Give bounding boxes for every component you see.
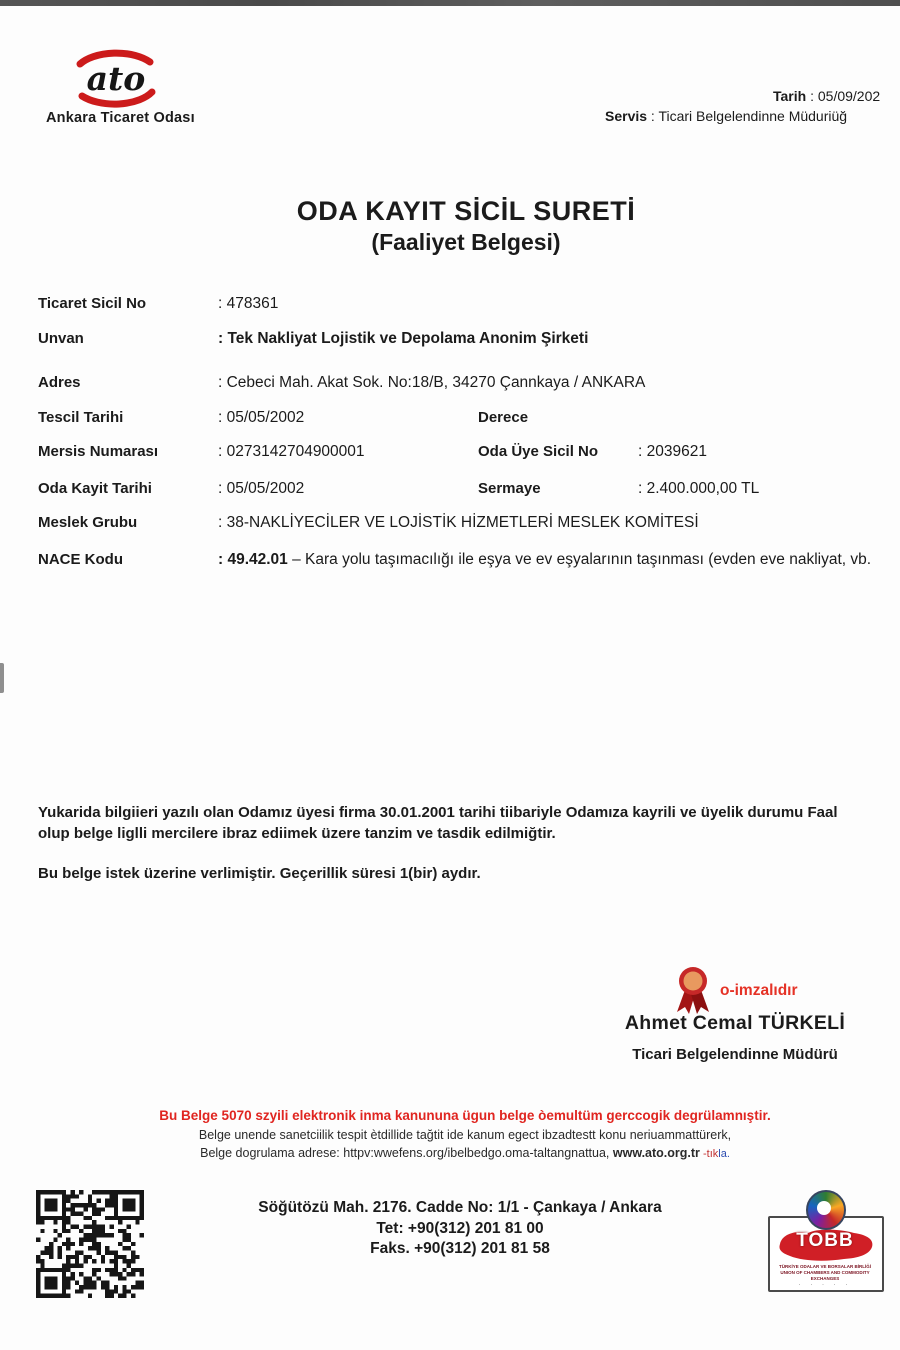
field-row-nace-kodu (0, 551, 900, 575)
signatory-name: Ahmet Cemal TÜRKELİ (624, 1012, 846, 1034)
statement-line-2: olup belge liglli mercilere ibraz ediimek üzere tanzim ve tasdik edilmiğtir. (38, 825, 556, 842)
field-value: : 05/05/2002 (218, 480, 305, 497)
org-name: Ankara Ticaret Odası (46, 110, 195, 126)
service-label: Servis (605, 108, 648, 124)
legal-notice-line3 (90, 1146, 840, 1160)
field-label: Meslek Grubu (38, 514, 138, 531)
tobb-emblem-icon (806, 1190, 846, 1230)
tobb-wordmark: TOBB (796, 1230, 854, 1251)
field-label-derece: Derece (478, 409, 529, 426)
svg-text:ato: ato (86, 59, 146, 98)
document-title: ODA KAYIT SİCİL SURETİ (296, 196, 636, 226)
field-label: Unvan (38, 330, 84, 347)
ato-logo (66, 48, 166, 115)
field-value: : 05/05/2002 (218, 409, 305, 426)
field-label: Mersis Numarası (38, 443, 159, 460)
field-row-meslek-grubu (0, 514, 900, 538)
legal-tail-blue: la. (718, 1148, 730, 1160)
field-label: Tescil Tarihi (38, 409, 124, 426)
field-value: : Tek Nakliyat Lojistik ve Depolama Anonim Şirketi (218, 330, 589, 347)
field-label: NACE Kodu (38, 551, 123, 568)
statement-line-1: Yukarida bilgiieri yazılı olan Odamız üyesi firma 30.01.2001 tarihi tiibariyle Odamıza kayrili ve üyelik durumu Faal (38, 804, 838, 821)
footer-tel: Tet: +90(312) 201 81 00 (376, 1220, 544, 1237)
field-value (218, 551, 871, 569)
legal-tail-red: -tık (699, 1148, 719, 1160)
service-value: : Ticari Belgelendinne Müduriüğ (647, 108, 848, 124)
field-value: : 0273142704900001 (218, 443, 365, 460)
scan-edge-top (0, 0, 900, 6)
field-value-sermaye: : 2.400.000,00 TL (638, 480, 760, 497)
field-value: : Cebeci Mah. Akat Sok. No:18/B, 34270 Çannkaya / ANKARA (218, 374, 646, 391)
document-subtitle: (Faaliyet Belgesi) (371, 229, 561, 255)
ato-logo-icon (66, 48, 166, 110)
date-line (773, 88, 880, 104)
date-label: Tarih (773, 88, 807, 104)
footer-fax: Faks. +90(312) 201 81 58 (370, 1240, 550, 1257)
field-label-oda-uye-sicil-no: Oda Üye Sicil No (478, 443, 599, 460)
field-row-unvan (0, 330, 900, 354)
validity-statement: Bu belge istek üzerine verlimiştir. Geçerillik süresi 1(bir) aydır. (38, 865, 481, 882)
date-value: : 05/09/202 (806, 88, 881, 104)
service-line (605, 108, 847, 124)
field-label-sermaye: Sermaye (478, 480, 541, 497)
field-value: : 478361 (218, 295, 279, 312)
tobb-subtitle-1: TÜRKİYE ODALAR VE BORSALAR BİRLİĞİ (778, 1264, 871, 1269)
e-signature-label: o-imzalıdır (720, 982, 798, 999)
tobb-glyph-row: · · · · · (798, 1282, 852, 1288)
field-label: Ticaret Sicil No (38, 295, 147, 312)
legal-notice-red: Bu Belge 5070 szyili elektronik inma kanununa ügun belge òemultüm gerccogik degrülamnıştir. (159, 1108, 771, 1123)
field-row-mersis (0, 443, 900, 467)
nace-code: : 49.42.01 (218, 551, 288, 568)
field-value-oda-uye-sicil-no: : 2039621 (638, 443, 707, 460)
field-row-ticaret-sicil-no (0, 295, 900, 319)
field-value: : 38-NAKLİYECİLER VE LOJİSTİK HİZMETLERİ MESLEK KOMİTESİ (218, 514, 699, 531)
footer-address: Söğütözü Mah. 2176. Cadde No: 1/1 - Çankaya / Ankara (258, 1199, 662, 1216)
tobb-subtitle-2: UNION OF CHAMBERS AND COMMODITY EXCHANGES (780, 1270, 870, 1281)
field-row-oda-kayit-tarihi (0, 480, 900, 504)
qr-code (36, 1190, 144, 1298)
field-row-adres (0, 374, 900, 398)
verification-text: Belge dogrulama adrese: httpv:wwefens.org/ibelbedgo.oma-taltangnattua, (200, 1146, 613, 1160)
ato-url: www.ato.org.tr (612, 1146, 700, 1160)
field-label: Adres (38, 374, 81, 391)
field-row-tescil-tarihi (0, 409, 900, 433)
legal-notice-line2: Belge unende sanetciilik tespit ètdillide tağtit ide kanum egect ibzadtestt konu neriuammattürerk, (198, 1128, 732, 1142)
signatory-title: Ticari Belgelendinne Müdürü (632, 1046, 838, 1063)
field-label: Oda Kayit Tarihi (38, 480, 152, 497)
scan-artifact-left (0, 663, 4, 693)
nace-description: – Kara yolu taşımacılığı ile eşya ve ev eşyalarının taşınması (evden eve nakliyat, vb. (287, 551, 872, 568)
